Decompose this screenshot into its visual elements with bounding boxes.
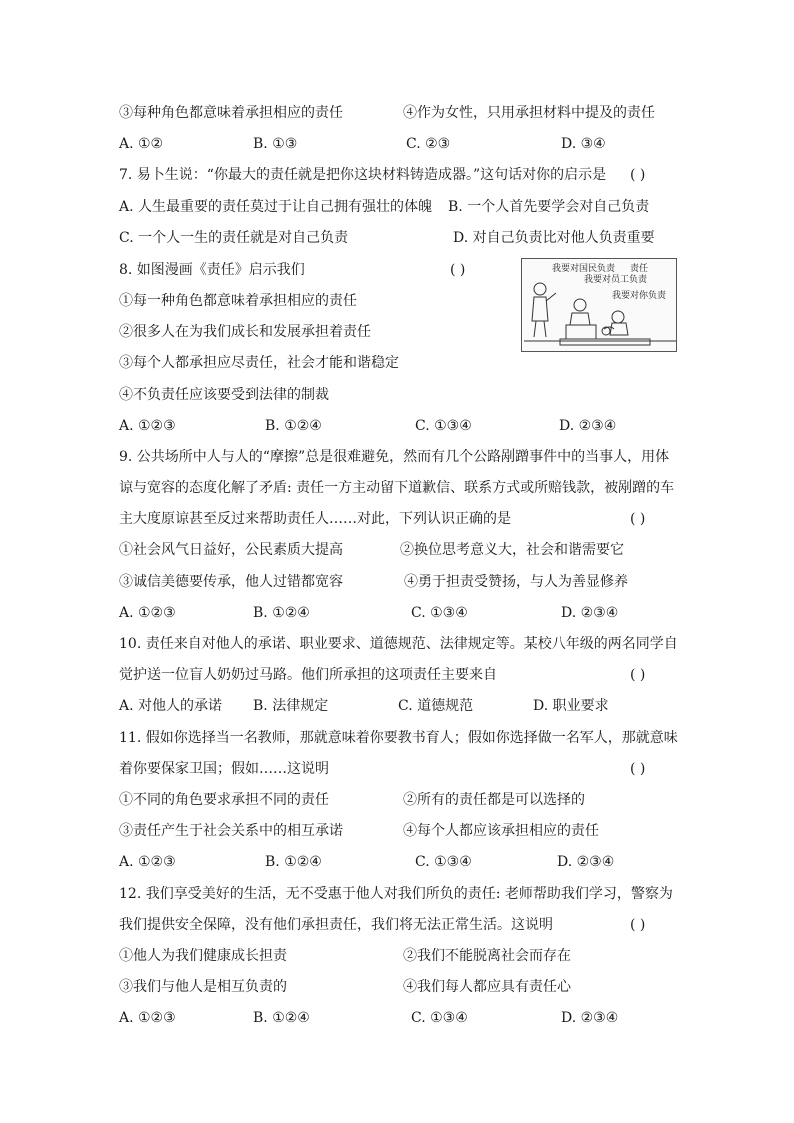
q12-stem-line-1: 12. 我们享受美好的生活，无不受惠于他人对我们所负的责任: 老师帮助我们学习，警察为 bbox=[119, 886, 673, 902]
q10-option-c[interactable]: C. 道德规范 bbox=[398, 698, 474, 714]
cartoon-caption-3: 我要对你负责 bbox=[612, 291, 667, 301]
responsibility-cartoon bbox=[521, 258, 677, 352]
q9-stem-line-2: 谅与宽容的态度化解了矛盾: 责任一方主动留下道歉信、联系方式或所赔钱款，被剐蹭的车 bbox=[119, 480, 675, 496]
q9-option-a[interactable]: A. ①②③ bbox=[119, 605, 176, 621]
q7-option-b[interactable]: B. 一个人首先要学会对自己负责 bbox=[448, 199, 650, 215]
q12-option-a[interactable]: A. ①②③ bbox=[119, 1010, 176, 1026]
q11-option-b[interactable]: B. ①②④ bbox=[265, 854, 322, 870]
q10-stem-line-2: 觉护送一位盲人奶奶过马路。他们所承担的这项责任主要来自 bbox=[119, 667, 497, 683]
q11-item-1: ①不同的角色要求承担不同的责任 bbox=[119, 792, 329, 808]
q12-item-1: ①他人为我们健康成长担责 bbox=[119, 948, 287, 964]
q9-answer-paren[interactable]: ( ) bbox=[630, 511, 646, 527]
q7-option-a[interactable]: A. 人生最重要的责任莫过于让自己拥有强壮的体魄 bbox=[119, 199, 433, 215]
q6-option-d[interactable]: D. ③④ bbox=[561, 136, 606, 152]
q10-stem-line-1: 10. 责任来自对他人的承诺、职业要求、道德规范、法律规定等。某校八年级的两名同学自 bbox=[119, 636, 678, 652]
q11-option-a[interactable]: A. ①②③ bbox=[119, 854, 176, 870]
q12-stem-line-2: 我们提供安全保障，没有他们承担责任，我们将无法正常生活。这说明 bbox=[119, 917, 553, 933]
q9-stem-line-1: 9. 公共场所中人与人的“摩擦”总是很难避免，然而有几个公路剐蹭事件中的当事人，用体 bbox=[119, 449, 670, 465]
q11-stem-line-2: 着你要保家卫国；假如……这说明 bbox=[119, 761, 329, 777]
q12-answer-paren[interactable]: ( ) bbox=[630, 917, 646, 933]
q11-answer-paren[interactable]: ( ) bbox=[630, 761, 646, 777]
q9-item-1: ①社会风气日益好，公民素质大提高 bbox=[119, 542, 343, 558]
q8-item-4: ④不负责任应该要受到法律的制裁 bbox=[119, 387, 329, 403]
q11-item-2: ②所有的责任都是可以选择的 bbox=[403, 792, 585, 808]
q12-item-2: ②我们不能脱离社会而存在 bbox=[403, 948, 571, 964]
q8-stem: 8. 如图漫画《责任》启示我们 bbox=[119, 262, 305, 278]
q10-option-d[interactable]: D. 职业要求 bbox=[533, 698, 609, 714]
q7-stem: 7. 易卜生说：“你最大的责任就是把你这块材料铸造成器。”这句话对你的启示是 bbox=[119, 167, 607, 183]
q8-item-2: ②很多人在为我们成长和发展承担着责任 bbox=[119, 324, 371, 340]
q8-item-1: ①每一种角色都意味着承担相应的责任 bbox=[119, 293, 357, 309]
q9-option-d[interactable]: D. ②③④ bbox=[561, 605, 619, 621]
q11-item-4: ④每个人都应该承担相应的责任 bbox=[403, 823, 599, 839]
q9-item-3: ③诚信美德要传承，他人过错都宽容 bbox=[119, 574, 343, 590]
q12-item-3: ③我们与他人是相互负责的 bbox=[119, 979, 287, 995]
q11-item-3: ③责任产生于社会关系中的相互承诺 bbox=[119, 823, 343, 839]
q12-option-c[interactable]: C. ①③④ bbox=[411, 1010, 468, 1026]
cartoon-caption-1: 我要对国民负责 bbox=[552, 264, 616, 274]
q9-option-b[interactable]: B. ①②④ bbox=[253, 605, 310, 621]
q10-option-b[interactable]: B. 法律规定 bbox=[253, 698, 329, 714]
q11-option-c[interactable]: C. ①③④ bbox=[415, 854, 472, 870]
q6-option-c[interactable]: C. ②③ bbox=[406, 136, 451, 152]
q6-item-4: ④作为女性，只用承担材料中提及的责任 bbox=[403, 105, 655, 121]
q8-option-a[interactable]: A. ①②③ bbox=[119, 418, 176, 434]
q7-option-c[interactable]: C. 一个人一生的责任就是对自己负责 bbox=[119, 230, 349, 246]
q8-option-d[interactable]: D. ②③④ bbox=[559, 418, 617, 434]
q7-answer-paren[interactable]: ( ) bbox=[630, 167, 646, 183]
q6-option-a[interactable]: A. ①② bbox=[119, 136, 164, 152]
q9-item-2: ②换位思考意义大，社会和谐需要它 bbox=[400, 542, 624, 558]
q10-option-a[interactable]: A. 对他人的承诺 bbox=[119, 698, 223, 714]
q12-item-4: ④我们每人都应具有责任心 bbox=[403, 979, 571, 995]
q12-option-b[interactable]: B. ①②④ bbox=[253, 1010, 310, 1026]
q9-option-c[interactable]: C. ①③④ bbox=[411, 605, 468, 621]
q9-stem-line-3: 主大度原谅甚至反过来帮助责任人……对此，下列认识正确的是 bbox=[119, 511, 511, 527]
q8-option-c[interactable]: C. ①③④ bbox=[415, 418, 472, 434]
q8-option-b[interactable]: B. ①②④ bbox=[265, 418, 322, 434]
q8-item-3: ③每个人都承担应尽责任，社会才能和谐稳定 bbox=[119, 355, 399, 371]
q12-option-d[interactable]: D. ②③④ bbox=[561, 1010, 619, 1026]
cartoon-caption-2: 我要对员工负责 bbox=[584, 275, 648, 285]
cartoon-title: 责任 bbox=[630, 264, 649, 274]
q11-option-d[interactable]: D. ②③④ bbox=[557, 854, 615, 870]
q8-answer-paren[interactable]: ( ) bbox=[450, 262, 466, 278]
q7-option-d[interactable]: D. 对自己负责比对他人负责重要 bbox=[453, 230, 655, 246]
q6-item-3: ③每种角色都意味着承担相应的责任 bbox=[119, 105, 343, 121]
q9-item-4: ④勇于担责受赞扬，与人为善显修养 bbox=[404, 574, 628, 590]
q6-option-b[interactable]: B. ①③ bbox=[253, 136, 298, 152]
q11-stem-line-1: 11. 假如你选择当一名教师，那就意味着你要教书育人；假如你选择做一名军人，那就意味 bbox=[119, 730, 678, 746]
q10-answer-paren[interactable]: ( ) bbox=[630, 667, 646, 683]
